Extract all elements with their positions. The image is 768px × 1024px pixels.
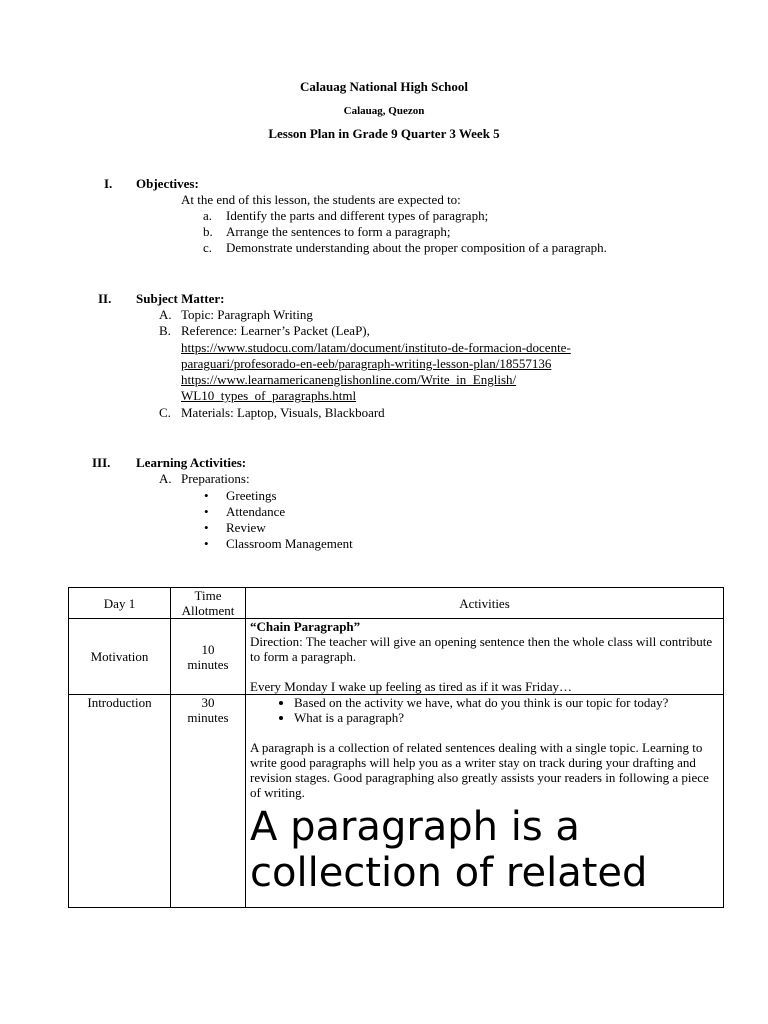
introduction-activity	[246, 695, 724, 908]
reference-link[interactable]: https://www.studocu.com/latam/document/instituto-de-formacion-docente-	[181, 340, 571, 355]
plan-title: Lesson Plan in Grade 9 Quarter 3 Week 5	[268, 126, 500, 141]
introduction-label: Introduction	[69, 695, 171, 908]
school-name: Calauag National High School	[300, 79, 468, 94]
motivation-activity	[246, 619, 724, 695]
preparations-label: Preparations:	[181, 471, 250, 486]
objective-letter: a.	[203, 208, 213, 223]
objective-letter: b.	[203, 224, 213, 239]
preparations-letter: A.	[159, 471, 172, 486]
section-numeral-objectives: I.	[104, 176, 113, 191]
motivation-time: 10 minutes	[171, 619, 246, 695]
section-numeral-subject: II.	[98, 291, 112, 306]
objective-item: Identify the parts and different types of paragraph;	[226, 208, 489, 223]
introduction-time: 30 minutes	[171, 695, 246, 908]
objective-item: Arrange the sentences to form a paragraph;	[226, 224, 451, 239]
preparation-item: • Greetings	[226, 488, 277, 504]
reference-text: Reference: Learner’s Packet (LeaP),	[181, 323, 370, 338]
objective-item: Demonstrate understanding about the proper composition of a paragraph.	[226, 240, 607, 255]
table-row-introduction	[69, 695, 724, 908]
reference-link[interactable]: paraguari/profesorado-en-eeb/paragraph-writing-lesson-plan/18557136	[181, 356, 552, 371]
preparation-item: • Review	[226, 520, 266, 536]
objective-letter: c.	[203, 240, 213, 255]
activity-direction: Direction: The teacher will give an opening sentence then the whole class will contribute to form a paragraph.	[250, 634, 713, 664]
activity-title: “Chain Paragraph”	[250, 619, 361, 634]
header-day: Day 1	[69, 588, 171, 619]
preparation-item: • Classroom Management	[226, 536, 353, 552]
reference-link[interactable]: WL10_types_of_paragraphs.html	[181, 388, 357, 403]
reference-link[interactable]: https://www.learnamericanenglishonline.com/Write_in_English/	[181, 372, 517, 387]
question-item: • Based on the activity we have, what do you think is our topic for today?	[294, 695, 719, 710]
school-location: Calauag, Quezon	[343, 105, 425, 117]
materials-letter: C.	[159, 405, 171, 420]
activities-table	[68, 587, 724, 908]
objectives-heading: Objectives:	[136, 176, 199, 191]
subject-matter-heading: Subject Matter:	[136, 291, 225, 306]
paragraph-definition: A paragraph is a collection of related sentences dealing with a single topic. Learning to write good paragraphs will help you as a writer stay on track during your drafting and revision stages. Good paragraphing also greatly assists your readers in following a piece of writing.	[250, 740, 709, 800]
materials-text: Materials: Laptop, Visuals, Blackboard	[181, 405, 385, 420]
motivation-label: Motivation	[69, 619, 171, 695]
objectives-intro: At the end of this lesson, the students are expected to:	[181, 192, 461, 207]
opening-sentence: Every Monday I wake up feeling as tired as if it was Friday…	[250, 679, 573, 694]
section-numeral-activities: III.	[92, 455, 111, 470]
table-header-row	[69, 588, 724, 619]
large-definition-text: A paragraph is a collection of related	[250, 804, 648, 896]
topic-letter: A.	[159, 307, 172, 322]
learning-activities-heading: Learning Activities:	[136, 455, 247, 470]
header-time: Time Allotment	[171, 588, 246, 619]
question-list	[250, 695, 719, 725]
preparation-item: • Attendance	[226, 504, 285, 520]
reference-letter: B.	[159, 323, 171, 338]
header-activities: Activities	[246, 588, 724, 619]
table-row-motivation	[69, 619, 724, 695]
question-item: • What is a paragraph?	[294, 710, 719, 725]
topic-text: Topic: Paragraph Writing	[181, 307, 313, 322]
